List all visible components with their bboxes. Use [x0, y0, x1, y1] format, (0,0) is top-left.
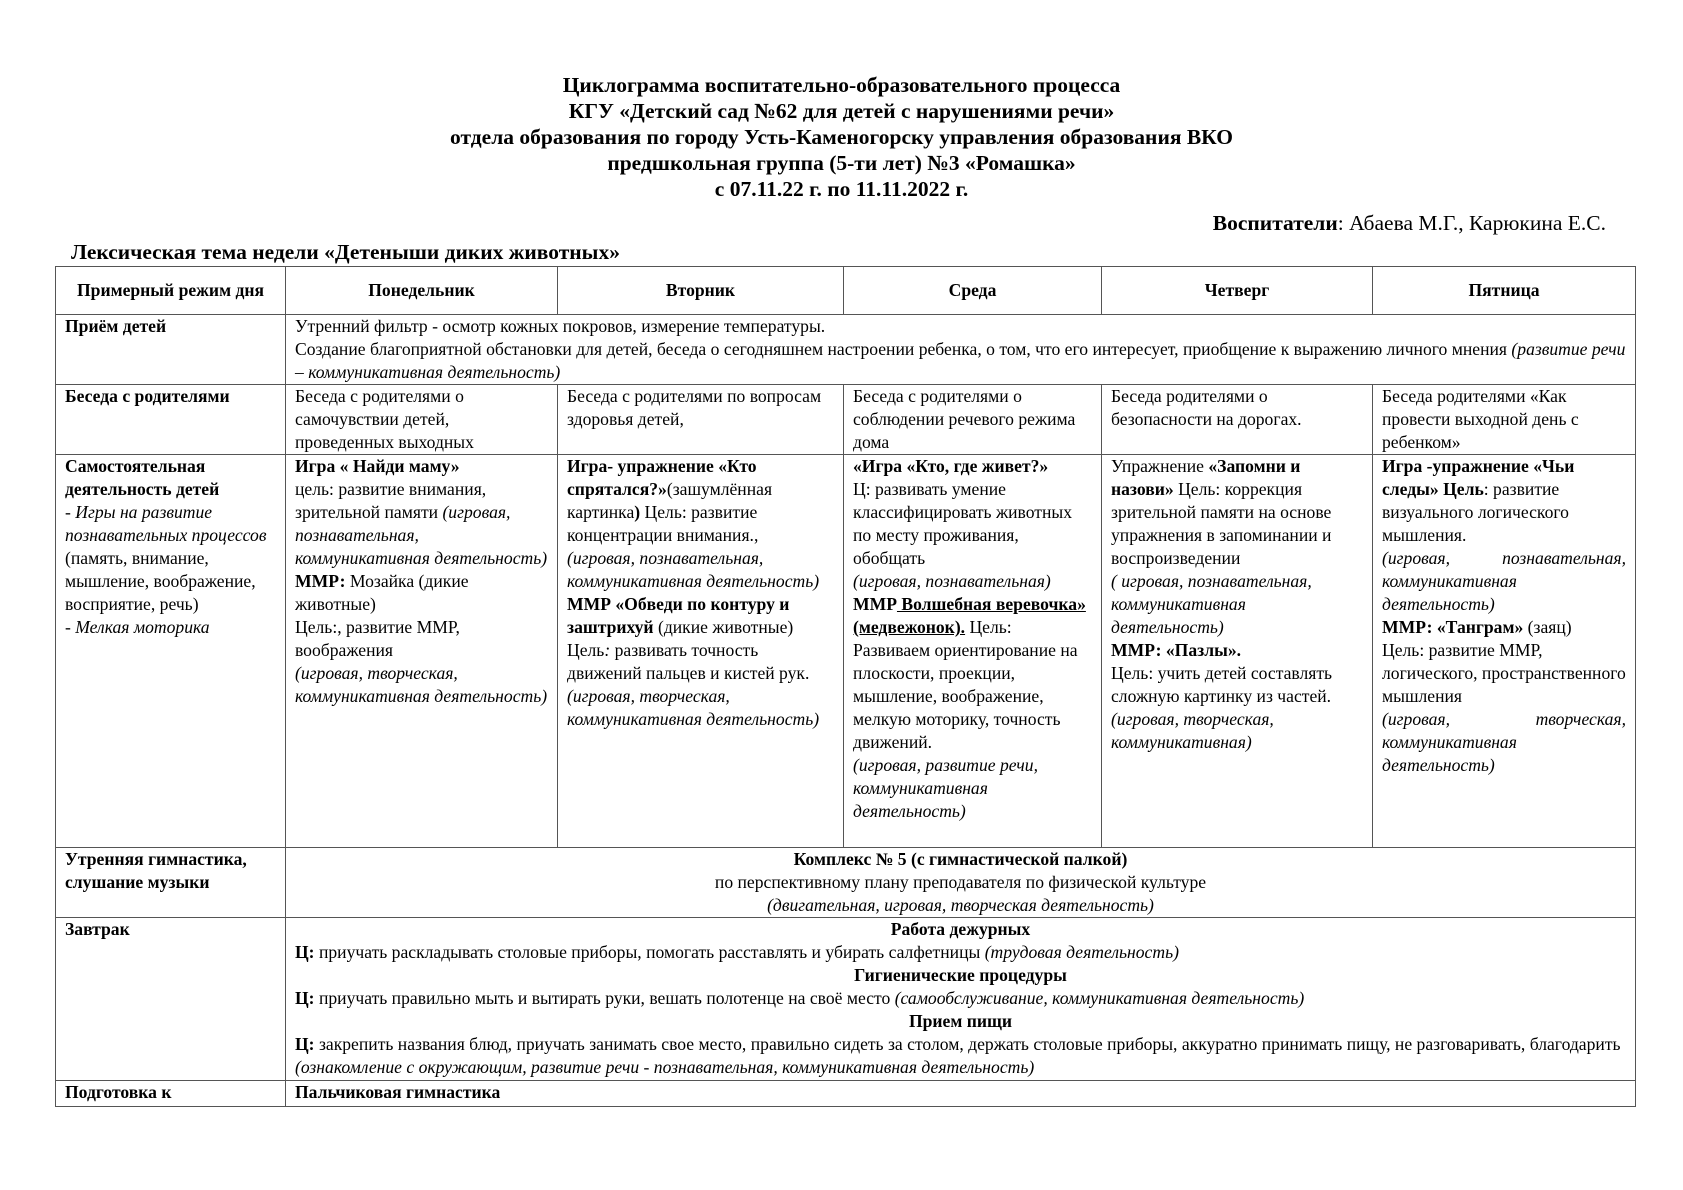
- independent-thursday: [1102, 455, 1373, 848]
- gymnastics-cell: [286, 848, 1636, 918]
- table-row: [56, 848, 1636, 918]
- thursday-goal-activity: ( игровая, познавательная, коммуникативная деятельность): [1111, 571, 1312, 637]
- thursday-game-title: «Запомни и назови»: [1111, 456, 1301, 499]
- tuesday-mmr-text: (дикие животные): [653, 617, 794, 637]
- breakfast-meal-text: [295, 1033, 1626, 1079]
- column-header-monday: Понедельник: [286, 267, 558, 315]
- row-title-parents: Беседа с родителями: [56, 385, 286, 455]
- monday-goal-activity: (игровая, познавательная, коммуникативная деятельность): [295, 502, 548, 568]
- table-row: [56, 315, 1636, 385]
- monday-goal-2: Цель:, развитие ММР, воображения: [295, 617, 460, 660]
- monday-goal-2-activity: (игровая, творческая, коммуникативная деятельность): [295, 663, 548, 706]
- wednesday-goal: Ц: развивать умение классифицировать животных по месту проживания, обобщать: [853, 479, 1072, 568]
- independent-sub-1-text: (память, внимание, мышление, воображение, восприятие, речь): [65, 548, 256, 614]
- reception-line-1: Утренний фильтр - осмотр кожных покровов, измерение температуры.: [295, 316, 826, 336]
- schedule-table: [55, 266, 1636, 1107]
- parents-thursday: Беседа родителями о безопасности на дорогах.: [1102, 385, 1373, 455]
- wednesday-game: «Игра «Кто, где живет?»: [853, 456, 1049, 476]
- independent-sub-1-italic: - Игры на развитие познавательных процессов: [65, 502, 267, 545]
- tuesday-goal-2-colon: :: [604, 640, 611, 660]
- friday-goal-2-activity: (игровая, творческая, коммуникативная деятельность): [1382, 709, 1626, 775]
- wednesday-mmr-label: ММР: [853, 594, 897, 614]
- friday-mmr-text: (заяц): [1523, 617, 1572, 637]
- wednesday-goal-activity: (игровая, познавательная): [853, 571, 1051, 591]
- wednesday-mmr: [853, 593, 1092, 639]
- breakfast-heading-duty: Работа дежурных: [890, 919, 1031, 939]
- independent-tuesday: [558, 455, 844, 848]
- educators-line: [1213, 211, 1606, 236]
- gymnastics-plan: по перспективному плану преподавателя по физической культуре: [714, 872, 1207, 892]
- breakfast-duty-activity: (трудовая деятельность): [984, 942, 1179, 962]
- tuesday-game-note: (зашумлённая картинка: [567, 479, 773, 522]
- monday-goal-text: цель: развитие внимания, зрительной памяти: [295, 479, 487, 522]
- educators-label: Воспитатели: [1212, 211, 1338, 235]
- wednesday-mmr-title: Волшебная веревочка» (медвежонок).: [853, 594, 1086, 637]
- monday-mmr-text: Мозайка (дикие животные): [295, 571, 469, 614]
- reception-line-2: [295, 338, 1626, 384]
- tuesday-mmr: [567, 593, 834, 639]
- column-header-friday: Пятница: [1373, 267, 1636, 315]
- breakfast-goal-label: Ц:: [295, 942, 315, 962]
- table-row: [56, 918, 1636, 1081]
- independent-wednesday: [844, 455, 1102, 848]
- column-header-regime: Примерный режим дня: [56, 267, 286, 315]
- thursday-goal-2-activity: (игровая, творческая, коммуникативная): [1111, 709, 1274, 752]
- reception-activity: (развитие речи – коммуникативная деятельность): [295, 339, 1626, 382]
- tuesday-paren: ): [634, 502, 641, 522]
- friday-mmr: [1382, 616, 1626, 639]
- independent-title: Самостоятельная деятельность детей: [65, 456, 220, 499]
- breakfast-hygiene-text: [295, 987, 1626, 1010]
- tuesday-goal-2-activity: (игровая, творческая, коммуникативная деятельность): [567, 686, 820, 729]
- document-header: [0, 72, 1683, 202]
- row-title-independent: [56, 455, 286, 848]
- friday-goal: : развитие визуального логического мышления.: [1382, 479, 1569, 545]
- header-line-2: КГУ «Детский сад №62 для детей с нарушениями речи»: [568, 99, 1115, 123]
- friday-goal-2: Цель: развитие ММР, логического, пространственного мышления: [1382, 640, 1626, 706]
- educators-names: : Абаева М.Г., Карюкина Е.С.: [1337, 211, 1606, 235]
- independent-sub-1: [65, 501, 276, 616]
- parents-monday: Беседа с родителями о самочувствии детей, проведенных выходных: [286, 385, 558, 455]
- table-row: [56, 385, 1636, 455]
- breakfast-meal-activity: (ознакомление с окружающим, развитие речи - познавательная, коммуникативная деятельность): [295, 1057, 1035, 1077]
- column-header-wednesday: Среда: [844, 267, 1102, 315]
- parents-tuesday: Беседа с родителями по вопросам здоровья детей,: [558, 385, 844, 455]
- column-header-tuesday: Вторник: [558, 267, 844, 315]
- tuesday-goal-2: [567, 639, 834, 731]
- wednesday-goal-2-activity: (игровая, развитие речи, коммуникативная деятельность): [853, 755, 1038, 821]
- header-line-3: отдела образования по городу Усть-Каменогорску управления образования ВКО: [450, 125, 1233, 149]
- breakfast-meal-goal: закрепить названия блюд, приучать занимать свое место, правильно сидеть за столом, держать столовые приборы, аккуратно принимать пищу, не разговаривать, благодарить: [314, 1034, 1621, 1054]
- reception-cell: [286, 315, 1636, 385]
- weekly-theme: Лексическая тема недели «Детеныши диких животных»: [71, 240, 620, 264]
- row-title-gymnastics: Утренняя гимнастика, слушание музыки: [56, 848, 286, 918]
- reception-text: Создание благоприятной обстановки для детей, беседа о сегодняшнем настроении ребенка, о том, что его интересует, приобщение к выражению личного мнения: [295, 339, 1512, 359]
- independent-sub-2: - Мелкая моторика: [65, 617, 210, 637]
- table-row: [56, 1081, 1636, 1107]
- breakfast-hygiene-goal: приучать правильно мыть и вытирать руки, вешать полотенце на своё место: [314, 988, 895, 1008]
- breakfast-heading-meal: Прием пищи: [908, 1011, 1013, 1031]
- friday-game-title: Игра -упражнение «Чьи следы» Цель: [1382, 456, 1575, 499]
- friday-goal-activity: (игровая, познавательная, коммуникативная деятельность): [1382, 548, 1626, 614]
- breakfast-cell: [286, 918, 1636, 1081]
- thursday-game: [1111, 455, 1363, 570]
- monday-mmr-label: ММР:: [295, 571, 346, 591]
- thursday-goal: Цель: коррекция зрительной памяти на основе упражнения в запоминании и воспроизведении: [1111, 479, 1332, 568]
- tuesday-game: [567, 455, 834, 547]
- tuesday-goal-activity: (игровая, познавательная, коммуникативная деятельность): [567, 548, 820, 591]
- friday-mmr-label: ММР: «Танграм»: [1382, 617, 1524, 637]
- thursday-mmr: ММР: «Пазлы».: [1111, 640, 1242, 660]
- independent-monday: [286, 455, 558, 848]
- gymnastics-complex: Комплекс № 5 (с гимнастической палкой): [793, 849, 1128, 869]
- table-row: [56, 455, 1636, 848]
- independent-friday: [1373, 455, 1636, 848]
- tuesday-goal-2-label: Цель: [567, 640, 605, 660]
- row-title-breakfast: Завтрак: [56, 918, 286, 1081]
- parents-wednesday: Беседа с родителями о соблюдении речевого режима дома: [844, 385, 1102, 455]
- breakfast-hygiene-activity: (самообслуживание, коммуникативная деятельность): [894, 988, 1305, 1008]
- monday-mmr: [295, 570, 548, 616]
- preparation-cell: Пальчиковая гимнастика: [286, 1081, 1636, 1107]
- monday-game: Игра « Найди маму»: [295, 456, 460, 476]
- breakfast-goal-label: Ц:: [295, 988, 315, 1008]
- friday-game: [1382, 455, 1626, 547]
- thursday-goal-2: Цель: учить детей составлять сложную картинку из частей.: [1111, 663, 1333, 706]
- breakfast-duty-goal: приучать раскладывать столовые приборы, помогать расставлять и убирать салфетницы: [314, 942, 985, 962]
- header-line-4: предшкольная группа (5-ти лет) №3 «Ромашка»: [607, 151, 1076, 175]
- breakfast-duty-text: [295, 941, 1626, 964]
- column-header-thursday: Четверг: [1102, 267, 1373, 315]
- row-title-reception: Приём детей: [56, 315, 286, 385]
- tuesday-goal-2-text: развивать точность движений пальцев и кистей рук.: [567, 640, 810, 683]
- header-line-5: с 07.11.22 г. по 11.11.2022 г.: [714, 177, 969, 201]
- breakfast-goal-label: Ц:: [295, 1034, 315, 1054]
- header-line-1: Циклограмма воспитательно-образовательного процесса: [562, 73, 1121, 97]
- monday-goal: [295, 478, 548, 570]
- gymnastics-activity: (двигательная, игровая, творческая деятельность): [767, 895, 1154, 915]
- thursday-intro: Упражнение: [1111, 456, 1209, 476]
- row-title-preparation: Подготовка к: [56, 1081, 286, 1107]
- tuesday-mmr-label: ММР «Обведи по контуру и заштрихуй: [567, 594, 790, 637]
- tuesday-goal: Цель: развитие концентрации внимания.,: [567, 502, 759, 545]
- wednesday-goal-2: Развиваем ориентирование на плоскости, проекции, мышление, воображение, мелкую моторику, точность движений.: [853, 640, 1078, 752]
- tuesday-game-title: Игра- упражнение «Кто спрятался?»: [567, 456, 757, 499]
- wednesday-goal-2-label: Цель:: [965, 617, 1012, 637]
- table-header-row: [56, 267, 1636, 315]
- breakfast-heading-hygiene: Гигиенические процедуры: [854, 965, 1067, 985]
- parents-friday: Беседа родителями «Как провести выходной день с ребенком»: [1373, 385, 1636, 455]
